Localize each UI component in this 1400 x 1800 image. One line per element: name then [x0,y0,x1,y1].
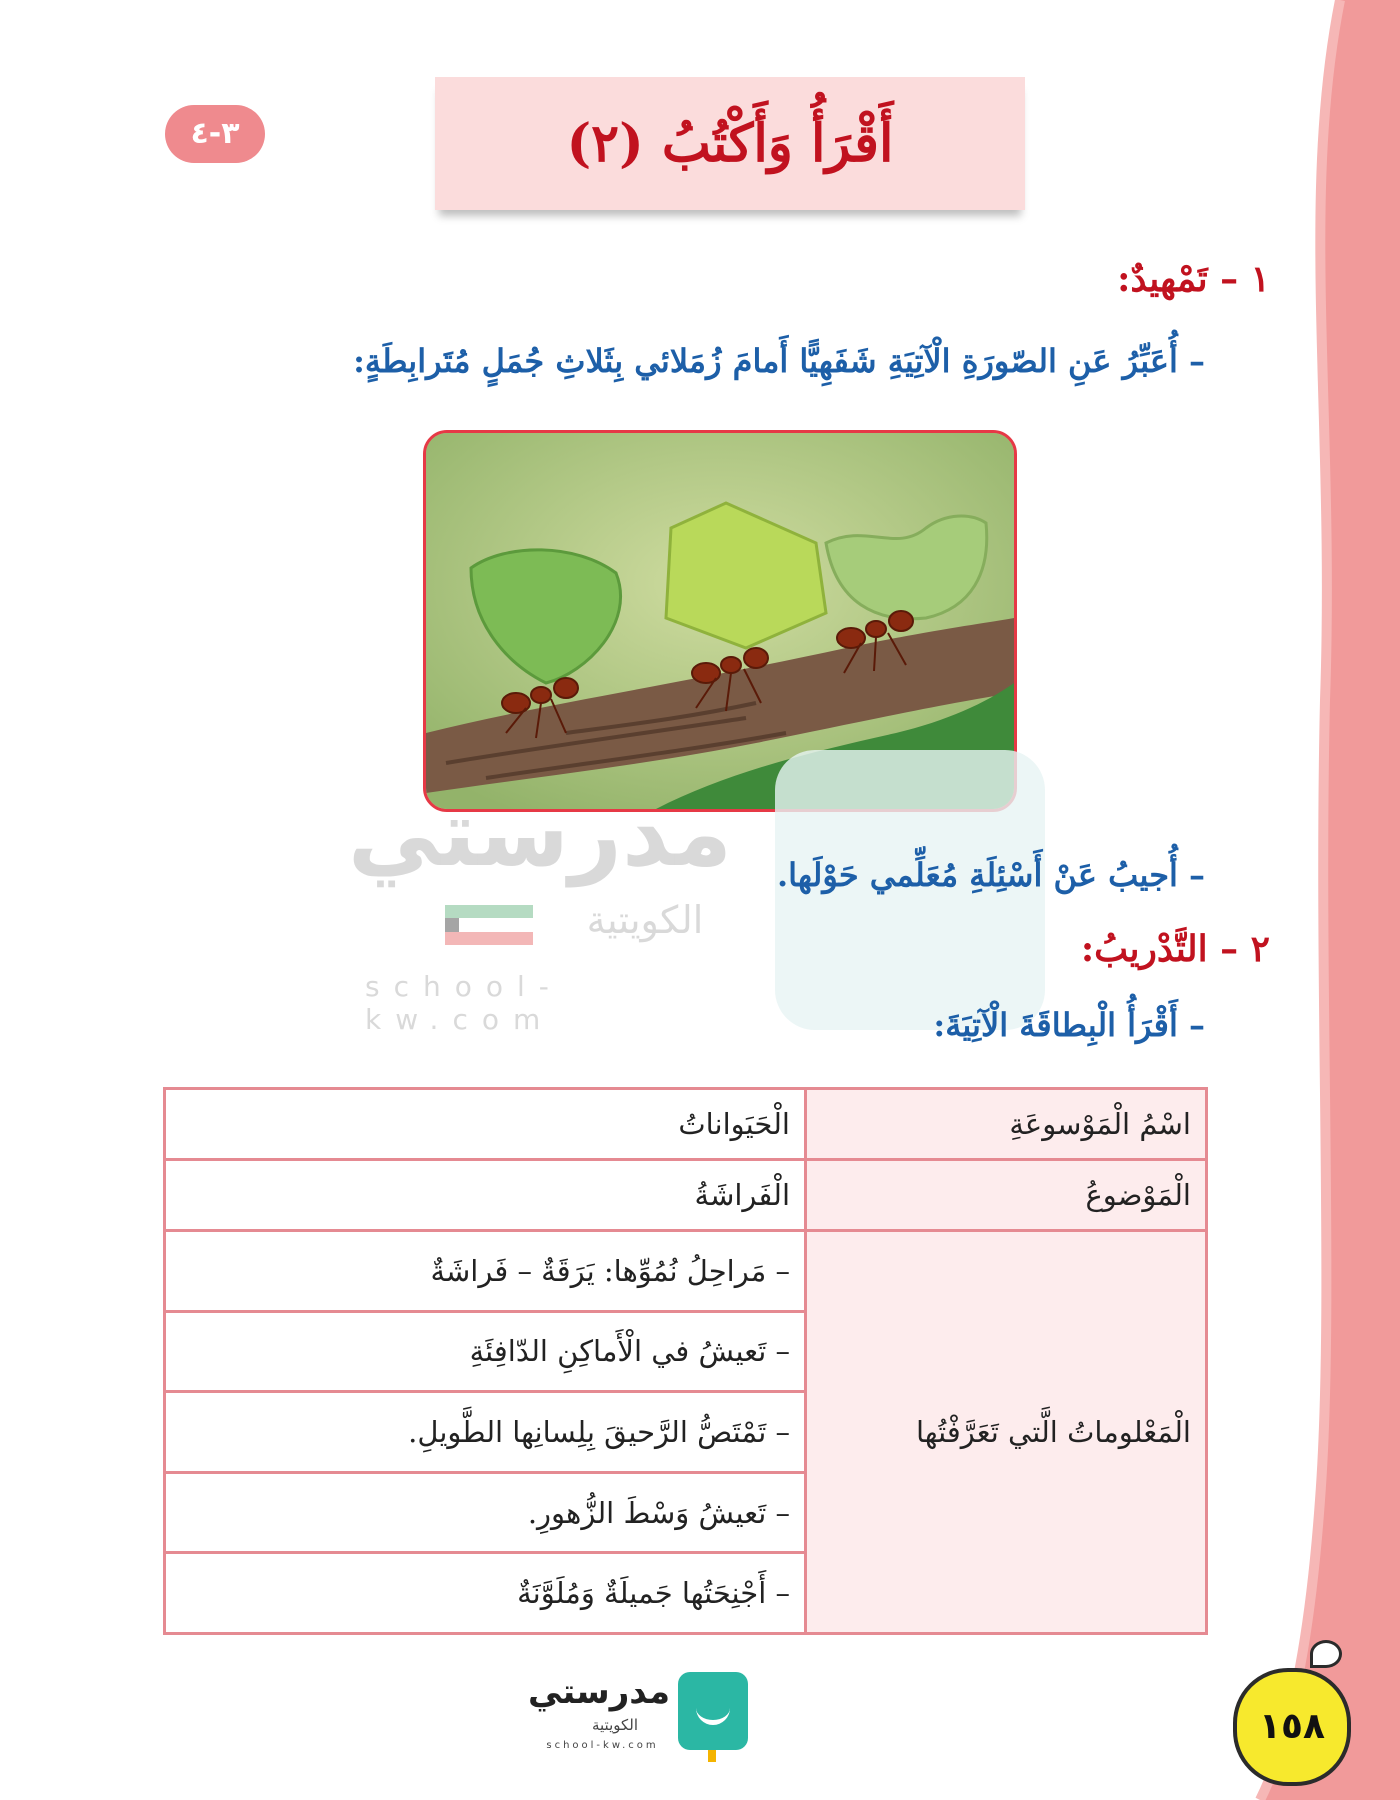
card-info-item: – تَعيشُ وَسْطَ الزُّهورِ. [165,1472,806,1553]
card-info-item: – أَجْنِحَتُها جَميلَةٌ وَمُلَوَّنَةٌ [165,1553,806,1634]
section2-heading: ٢ – التَّدْريبُ: [1080,928,1270,970]
section1-instruction: – أُعَبِّرُ عَنِ الصّورَةِ الْآتِيَةِ شَفَهِيًّا أَمامَ زُمَلائي بِثَلاثِ جُمَلٍ مُتَرابِطَةٍ: [353,342,1205,380]
card-value-topic: الْفَراشَةُ [165,1160,806,1231]
lesson-number-badge: ٣-٤ [165,105,265,163]
side-band-shape [1260,0,1400,1800]
page-title: أَقْرَأُ وَأَكْتُبُ (٢) [566,113,894,174]
section1-heading: ١ – تَمْهيدٌ: [1117,258,1270,300]
section1-question: – أُجيبُ عَنْ أَسْئِلَةِ مُعَلِّمي حَوْلَها. [776,856,1205,894]
page-number: ١٥٨ [1233,1668,1351,1786]
watermark [345,780,1065,1036]
footer-logo-name: مدرستي [528,1672,670,1712]
watermark-subtitle: الكويتية [586,898,704,942]
card-info-item: – مَراحِلُ نُمُوِّها: يَرَقَةٌ – فَراشَةٌ [165,1231,806,1312]
section2-instruction: – أَقْرَأُ الْبِطاقَةَ الْآتِيَةَ: [933,1006,1205,1044]
card-label-encyclopedia: اسْمُ الْمَوْسوعَةِ [806,1089,1207,1160]
watermark-flag [445,905,533,945]
table-row [165,1089,1207,1160]
footer-logo [530,1672,750,1764]
table-row [165,1231,1207,1312]
info-card-table [163,1087,1208,1635]
card-info-item: – تَعيشُ في الْأَماكِنِ الدّافِئَةِ [165,1311,806,1392]
footer-logo-url: school-kw.com [546,1740,659,1751]
card-label-info: الْمَعْلوماتُ الَّتي تَعَرَّفْتُها [806,1231,1207,1634]
watermark-name: مدرستي [347,780,733,887]
page-number-leaf-icon [1310,1640,1342,1668]
table-row [165,1160,1207,1231]
footer-logo-subtitle: الكويتية [591,1716,639,1734]
card-value-encyclopedia: الْحَيَواناتُ [165,1089,806,1160]
card-info-item: – تَمْتَصُّ الرَّحيقَ بِلِسانِها الطَّويلِ. [165,1392,806,1473]
title-box [435,77,1025,210]
footer-logo-mark [678,1672,748,1750]
watermark-url: school-kw.com [365,970,563,1036]
card-label-topic: الْمَوْضوعُ [806,1160,1207,1231]
